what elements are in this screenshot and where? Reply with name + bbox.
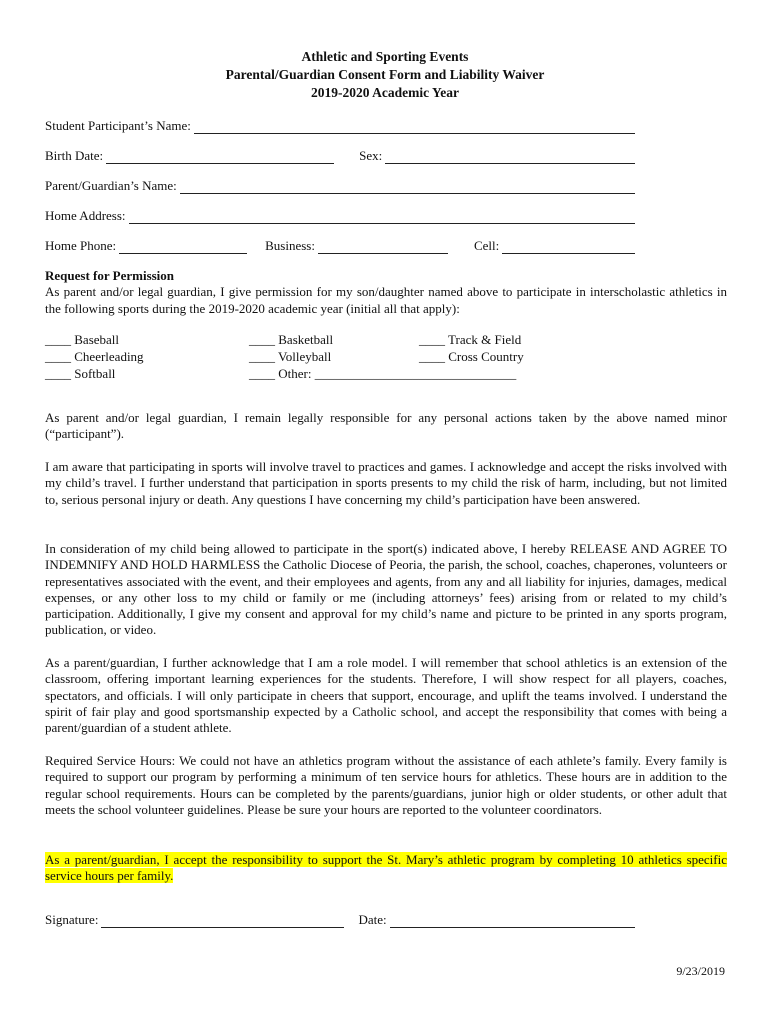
student-name-field[interactable]: [194, 122, 635, 134]
cell-label: Cell:: [473, 238, 500, 253]
title-line-2: Parental/Guardian Consent Form and Liability Waiver: [225, 67, 545, 82]
birth-date-label: Birth Date:: [45, 148, 104, 163]
parent-name-field[interactable]: [180, 182, 635, 194]
sex-field[interactable]: [385, 152, 635, 164]
signature-row: [45, 912, 635, 928]
permission-intro: As parent and/or legal guardian, I give permission for my son/daughter named above to participate in interscholastic athletics in the following sports during the 2019-2020 academic year (initial all that apply):: [45, 284, 727, 316]
birth-date-field[interactable]: [106, 152, 334, 164]
sport-option-cross-country[interactable]: ____ Cross Country: [419, 349, 524, 364]
sport-option-track-field[interactable]: ____ Track & Field: [419, 332, 522, 347]
cell-phone-field[interactable]: [502, 242, 635, 254]
date-field[interactable]: [390, 916, 635, 928]
home-address-field[interactable]: [129, 212, 635, 224]
sport-option-baseball[interactable]: ____ Baseball: [45, 332, 120, 347]
home-phone-field[interactable]: [119, 242, 247, 254]
sex-label: Sex:: [359, 148, 383, 163]
highlight-paragraph: [45, 852, 727, 885]
business-phone-field[interactable]: [318, 242, 448, 254]
form-title: [0, 48, 770, 102]
sports-column-1: [45, 331, 144, 382]
paragraph-role-model: As a parent/guardian, I further acknowledge that I am a role model. I will remember that school athletics is an extension of the classroom, offering important learning experiences for the students. Therefore, I will show respect for all players, coaches, spectators, and officials. I will only participate in cheers that support, encourage, and uplift the teams involved. I understand the spirit of fair play and good sportsmanship expected by a Catholic school, and accept the responsibility that comes with being a parent/guardian of a student athlete.: [45, 655, 727, 736]
paragraph-service-hours: Required Service Hours: We could not have an athletics program without the assistance of each athlete’s family. Every family is required to support our program by performing a minimum of ten service hours for athletics. These hours are in addition to the regular school requirements. Hours can be completed by the parents/guardians, junior high or older students, or other adult that meets the school volunteer guidelines. Please be sure your hours are reported to the volunteer coordinators.: [45, 753, 727, 817]
footer-date: 9/23/2019: [676, 964, 725, 978]
parent-name-row: [45, 178, 635, 194]
home-address-label: Home Address:: [45, 208, 126, 223]
business-label: Business:: [265, 238, 315, 253]
phone-row: [45, 238, 635, 254]
paragraph-travel-risks: I am aware that participating in sports will involve travel to practices and games. I acknowledge and accept the risks involved with my child’s travel. I further understand that participation in sports presents to my child the risk of harm, including, but not limited to, serious personal injury or death. Any questions I have concerning my child’s participation have been answered.: [45, 459, 727, 507]
signature-field[interactable]: [101, 916, 344, 928]
sport-option-other[interactable]: ____ Other: _______________________________: [249, 366, 517, 381]
title-line-1: Athletic and Sporting Events: [301, 49, 469, 64]
home-address-row: [45, 208, 635, 224]
sports-column-3: [419, 331, 524, 365]
paragraph-release-indemnify: In consideration of my child being allowed to participate in the sport(s) indicated above, I hereby RELEASE AND AGREE TO INDEMNIFY AND HOLD HARMLESS the Catholic Diocese of Peoria, the parish, the school, coaches, chaperones, volunteers or representatives associated with the event, and their employees and agents, from any and all liability for injuries, damages, medical expenses, or any other loss to my child or family or me (including attorneys’ fees) arising from or related to my child’s participation. Additionally, I give my consent and approval for my child’s name and picture to be printed in any sports program, publication, or video.: [45, 541, 727, 638]
home-phone-label: Home Phone:: [45, 238, 117, 253]
title-line-3: 2019-2020 Academic Year: [311, 85, 459, 100]
permission-section: [45, 268, 727, 317]
sport-option-softball[interactable]: ____ Softball: [45, 366, 116, 381]
birth-sex-row: [45, 148, 635, 164]
sport-option-basketball[interactable]: ____ Basketball: [249, 332, 334, 347]
student-name-label: Student Participant’s Name:: [45, 118, 191, 133]
student-name-row: [45, 118, 635, 134]
sport-option-volleyball[interactable]: ____ Volleyball: [249, 349, 332, 364]
paragraph-legal-responsibility: As parent and/or legal guardian, I remain legally responsible for any personal actions taken by the above named minor (“participant”).: [45, 410, 727, 442]
date-label: Date:: [358, 912, 387, 927]
sport-option-cheerleading[interactable]: ____ Cheerleading: [45, 349, 144, 364]
signature-label: Signature:: [45, 912, 99, 927]
parent-name-label: Parent/Guardian’s Name:: [45, 178, 177, 193]
permission-heading: Request for Permission: [45, 268, 175, 283]
highlighted-service-statement: As a parent/guardian, I accept the responsibility to support the St. Mary’s athletic program by completing 10 athletics specific service hours per family.: [45, 852, 727, 884]
